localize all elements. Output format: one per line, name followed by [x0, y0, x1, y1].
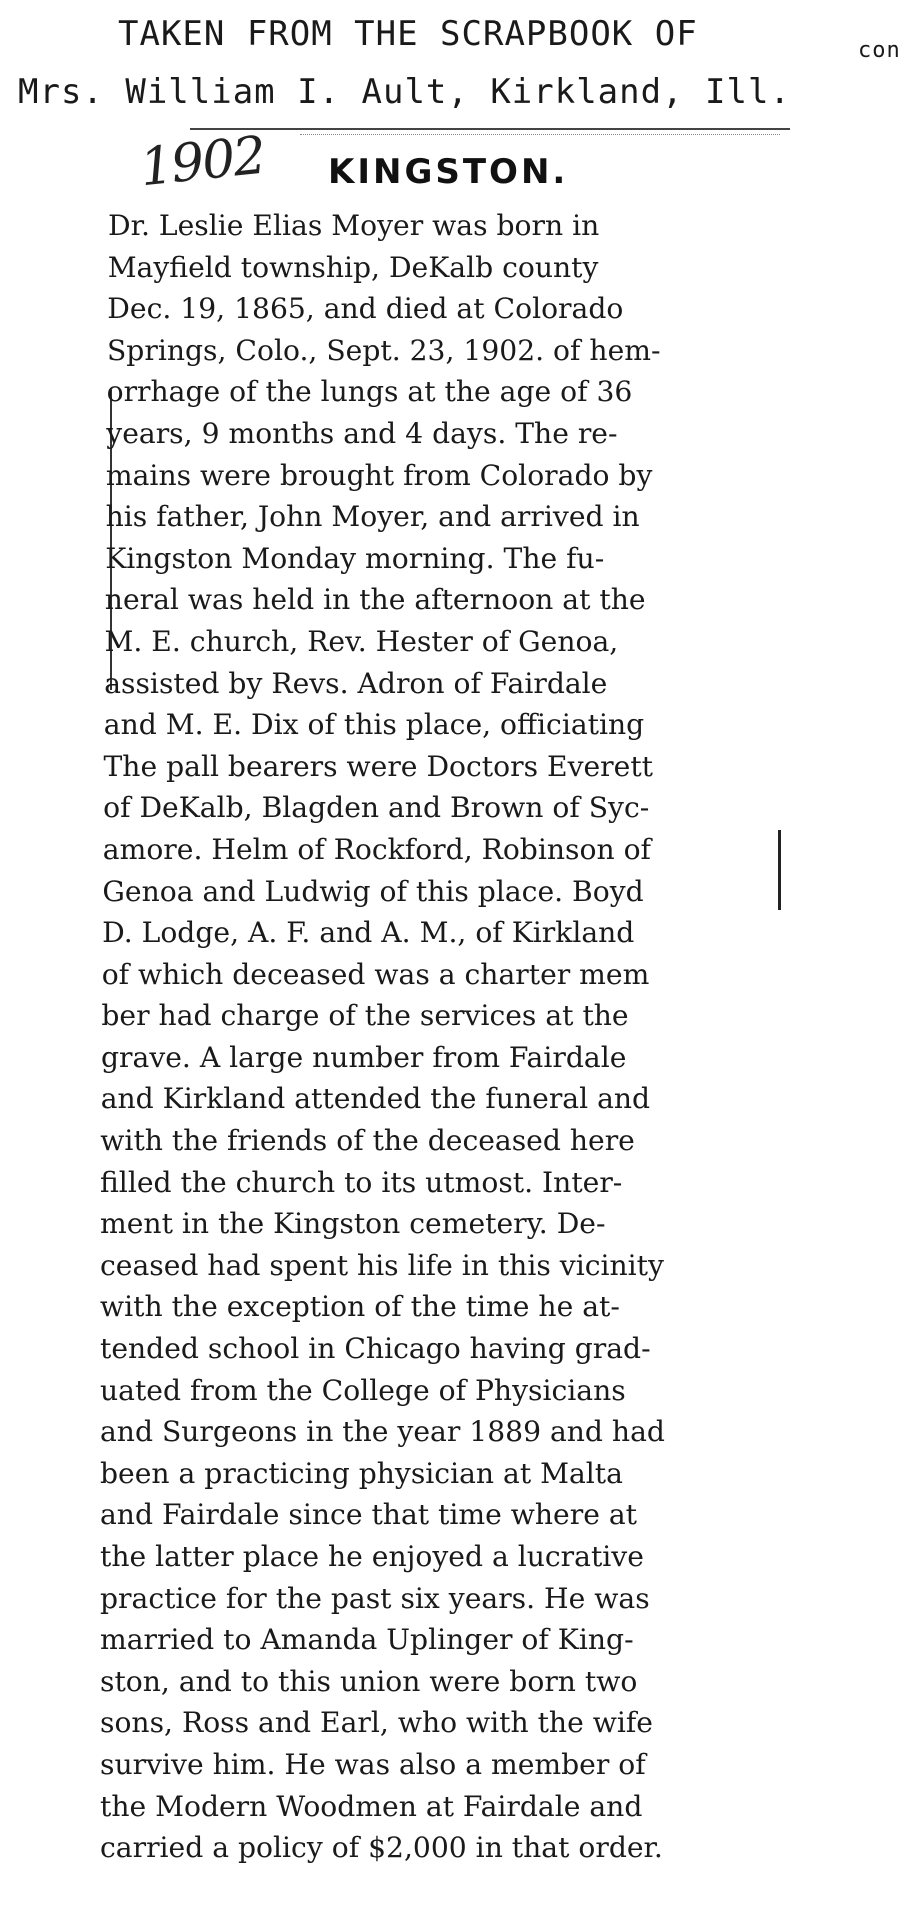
header-owner-line: Mrs. William I. Ault, Kirkland, Ill.: [18, 72, 791, 112]
article-line: ber had charge of the services at the: [101, 999, 629, 1033]
article-line: Springs, Colo., Sept. 23, 1902. of hem-: [107, 333, 661, 367]
handwritten-year: 1902: [137, 125, 268, 199]
article-line: practice for the past six years. He was: [100, 1581, 650, 1615]
article-line: survive him. He was also a member of: [100, 1747, 646, 1781]
article-line: and Fairdale since that time where at: [100, 1498, 637, 1532]
article-line: Dec. 19, 1865, and died at Colorado: [107, 292, 624, 326]
article-line: sons, Ross and Earl, who with the wife: [100, 1706, 653, 1740]
article-line: and Surgeons in the year 1889 and had: [100, 1415, 665, 1449]
article-body: [100, 205, 780, 1869]
article-line: Mayfield township, DeKalb county: [107, 250, 599, 284]
article-line: carried a policy of $2,000 in that order.: [100, 1831, 663, 1865]
article-line: Kingston Monday morning. The fu-: [105, 541, 605, 575]
article-line: with the friends of the deceased here: [100, 1124, 635, 1158]
article-line: The pall bearers were Doctors Everett: [103, 749, 653, 783]
article-line: filled the church to its utmost. Inter-: [100, 1165, 623, 1199]
article-line: with the exception of the time he at-: [100, 1290, 620, 1324]
article-line: been a practicing physician at Malta: [100, 1456, 623, 1490]
article-line: neral was held in the afternoon at the: [104, 583, 646, 617]
article-line: and M. E. Dix of this place, officiating: [103, 708, 645, 742]
header-cut-off-text: con: [858, 38, 901, 63]
article-line: grave. A large number from Fairdale: [101, 1040, 627, 1074]
article-line: of DeKalb, Blagden and Brown of Syc-: [103, 791, 650, 825]
article-line: of which deceased was a charter mem: [101, 957, 650, 991]
article-line: ment in the Kingston cemetery. De-: [100, 1207, 606, 1241]
article-line: amore. Helm of Rockford, Robinson of: [102, 832, 651, 866]
article-line: the latter place he enjoyed a lucrative: [100, 1540, 644, 1573]
header-rule: [190, 128, 790, 130]
header-title-line: TAKEN FROM THE SCRAPBOOK OF: [118, 14, 698, 54]
article-line: married to Amanda Uplinger of King-: [100, 1623, 634, 1657]
article-line: the Modern Woodmen at Fairdale and: [100, 1789, 643, 1823]
article-line: uated from the College of Physicians: [100, 1373, 626, 1407]
article-line: Genoa and Ludwig of this place. Boyd: [102, 874, 644, 908]
article-line: years, 9 months and 4 days. The re-: [106, 416, 618, 450]
article-line: and Kirkland attended the funeral and: [100, 1082, 651, 1116]
article-line: mains were brought from Colorado by: [105, 458, 653, 492]
article-line: D. Lodge, A. F. and A. M., of Kirkland: [102, 916, 635, 950]
article-line: ston, and to this union were born two: [100, 1664, 638, 1698]
article-line: Dr. Leslie Elias Moyer was born in: [108, 209, 600, 242]
article-line: tended school in Chicago having grad-: [100, 1332, 651, 1366]
article-line: ceased had spent his life in this vicinity: [100, 1248, 664, 1282]
article-headline: KINGSTON.: [328, 152, 569, 192]
article-line: his father, John Moyer, and arrived in: [105, 500, 640, 534]
article-line: assisted by Revs. Adron of Fairdale: [104, 666, 608, 700]
article-line: orrhage of the lungs at the age of 36: [106, 375, 633, 409]
header-rule-dotted: [300, 134, 780, 135]
article-line: M. E. church, Rev. Hester of Genoa,: [104, 624, 619, 658]
